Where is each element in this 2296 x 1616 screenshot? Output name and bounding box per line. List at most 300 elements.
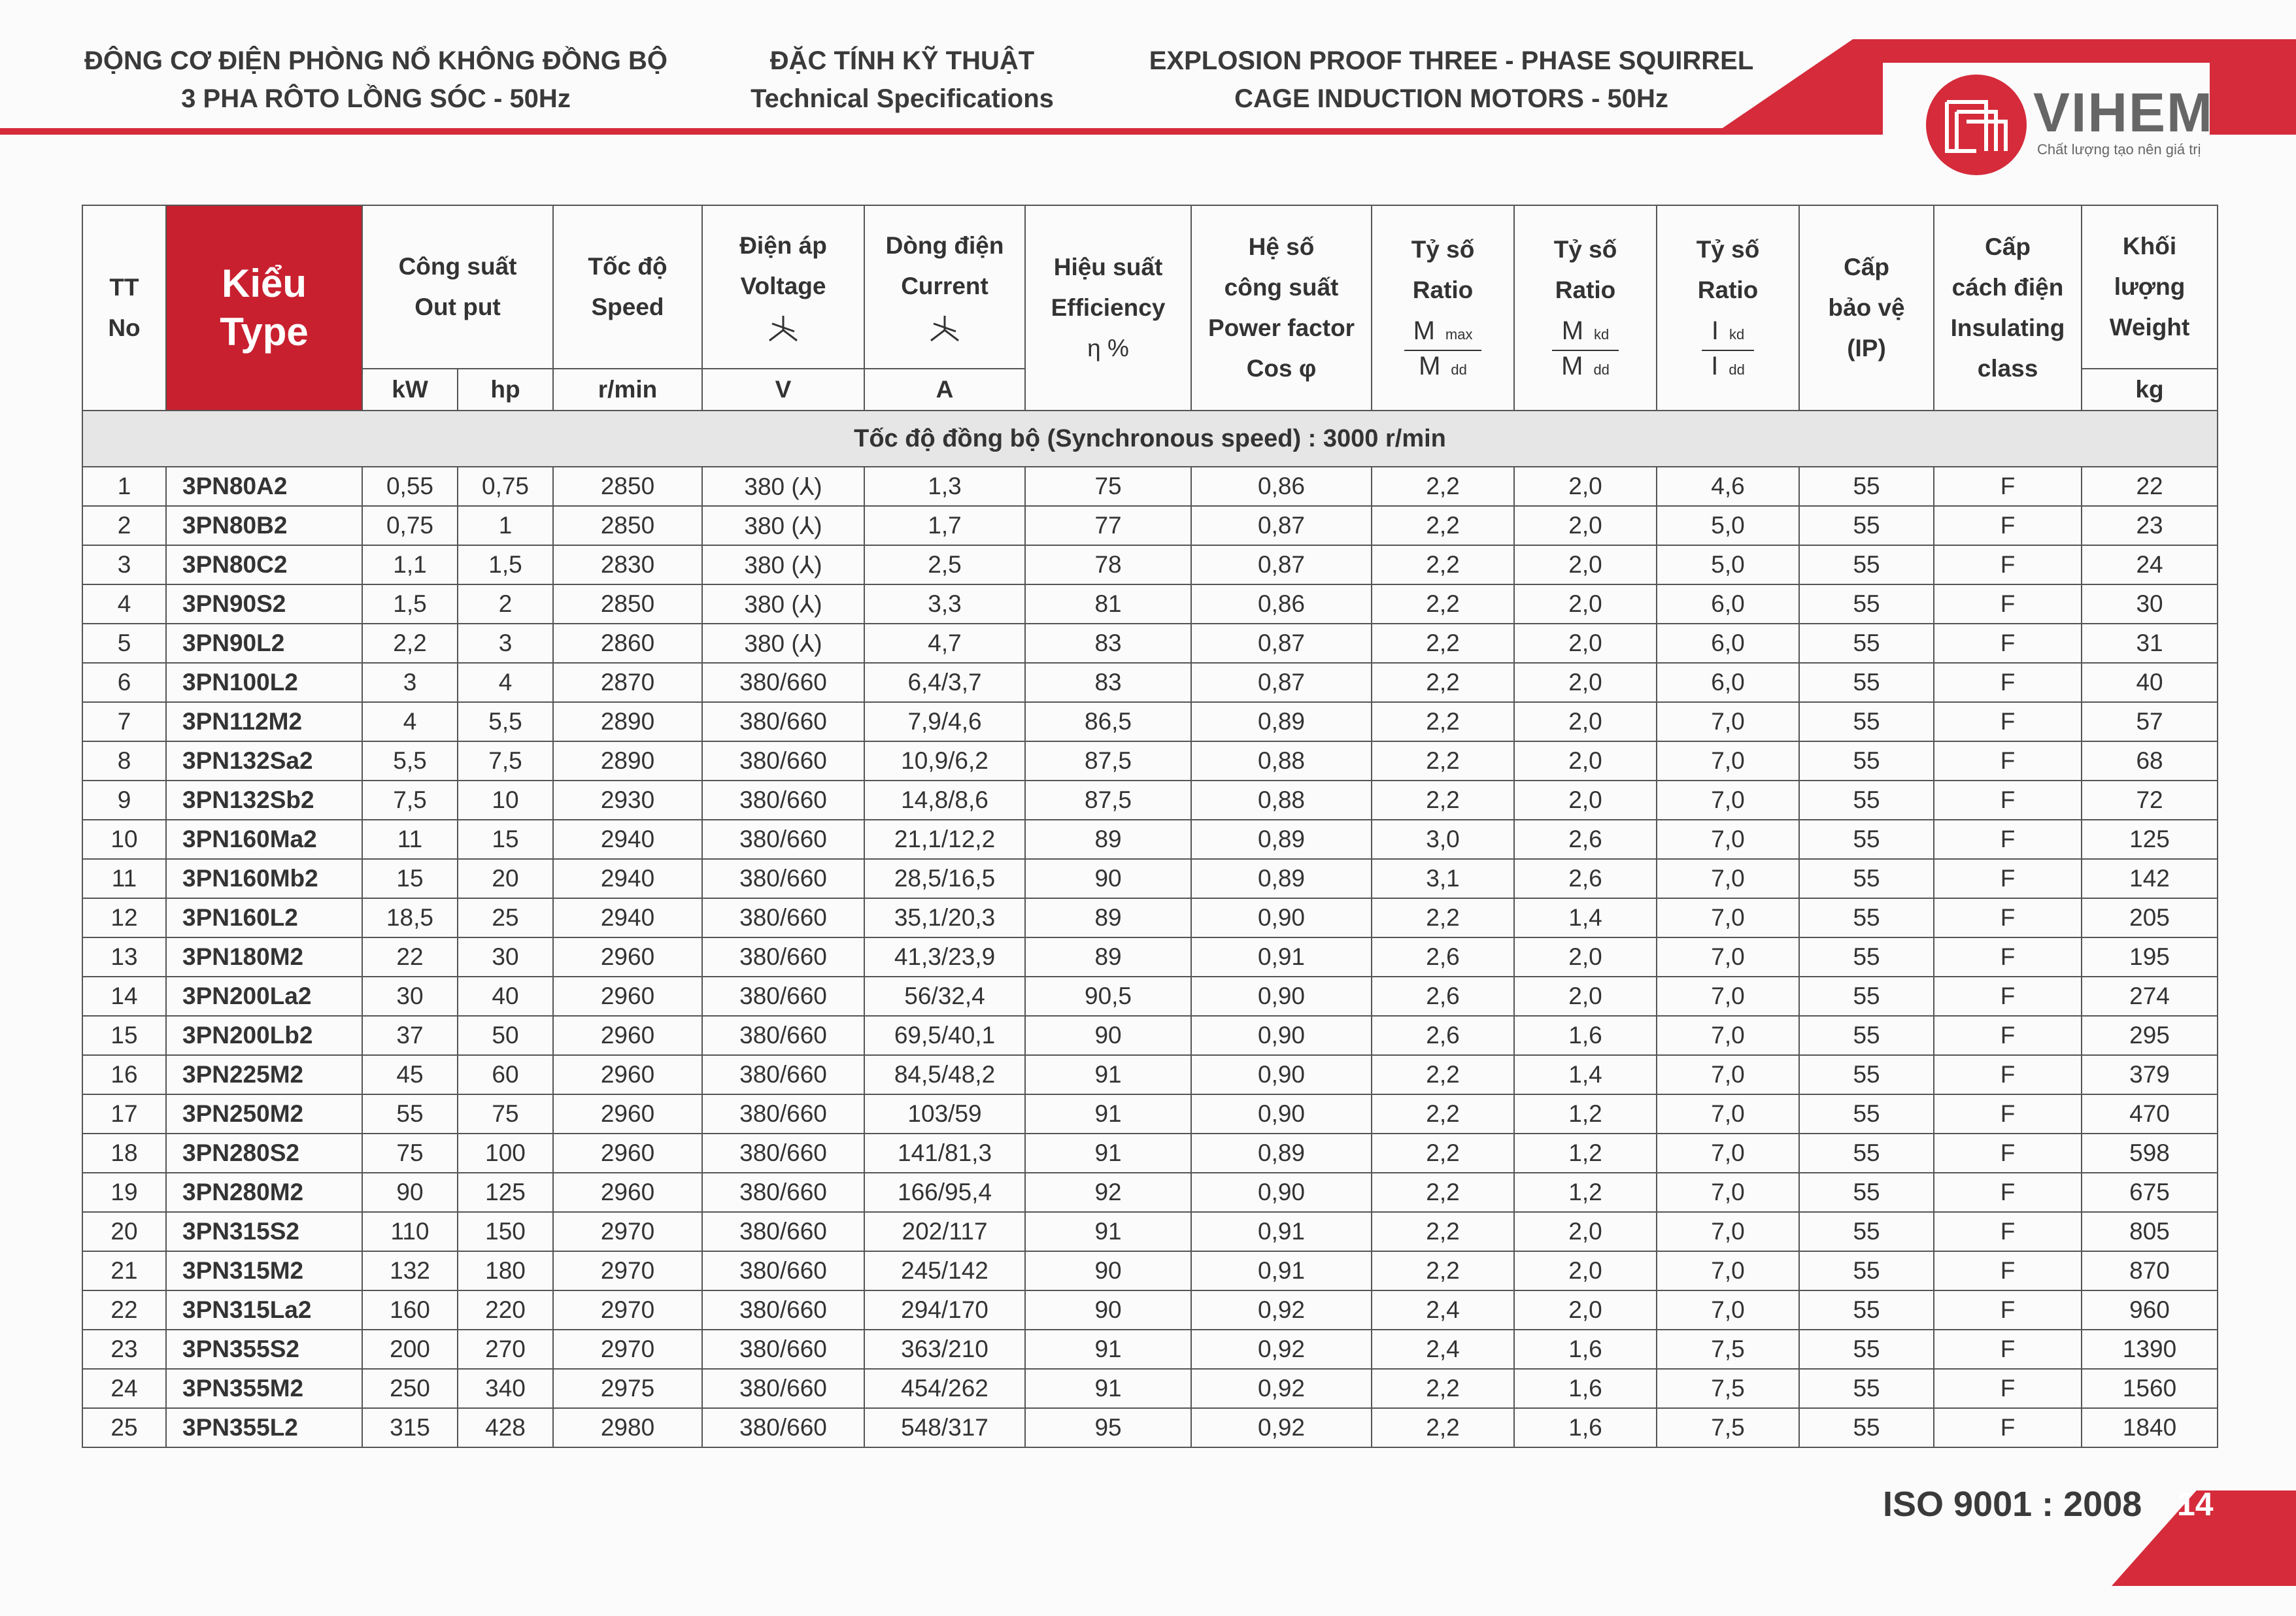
cell-power-factor: 0,87 [1191,663,1372,702]
cell-ip: 55 [1799,1016,1934,1055]
header-title-vietnamese [59,42,693,118]
cell-hp: 25 [458,898,553,937]
cell-hp: 20 [458,859,553,898]
cell-type: 3PN355S2 [166,1330,362,1369]
cell-ratio-mmax: 2,2 [1372,1173,1514,1212]
cell-ratio-ikd: 6,0 [1657,624,1799,663]
header-title-en-line2: CAGE INDUCTION MOTORS - 50Hz [1234,84,1668,113]
col-ins-l1: Cấp [1985,233,2031,260]
cell-ratio-mmax: 2,2 [1372,1134,1514,1173]
cell-insulation: F [1934,820,2082,859]
cell-ratio-mkd: 2,0 [1514,545,1657,584]
cell-efficiency: 92 [1025,1173,1191,1212]
cell-ip: 55 [1799,859,1934,898]
cell-speed: 2860 [553,624,702,663]
cell-no: 16 [82,1055,166,1094]
cell-ip: 55 [1799,1369,1934,1408]
cell-voltage: 380 (⅄) [702,506,864,545]
col-ip-l1: Cấp [1844,254,1889,280]
cell-no: 18 [82,1134,166,1173]
cell-current: 454/262 [864,1369,1025,1408]
cell-ratio-mmax: 3,0 [1372,820,1514,859]
cell-voltage: 380/660 [702,1408,864,1447]
cell-speed: 2970 [553,1212,702,1251]
cell-power-factor: 0,88 [1191,781,1372,820]
cell-no: 19 [82,1173,166,1212]
cell-insulation: F [1934,977,2082,1016]
cell-weight: 470 [2082,1094,2218,1134]
cell-ratio-mkd: 1,4 [1514,898,1657,937]
unit-kw: kW [362,369,458,411]
cell-ratio-ikd: 7,0 [1657,702,1799,741]
cell-no: 25 [82,1408,166,1447]
cell-ip: 55 [1799,937,1934,977]
cell-insulation: F [1934,898,2082,937]
cell-speed: 2960 [553,1173,702,1212]
cell-type: 3PN315M2 [166,1251,362,1290]
cell-type: 3PN112M2 [166,702,362,741]
cell-ratio-ikd: 7,0 [1657,1094,1799,1134]
cell-current: 14,8/8,6 [864,781,1025,820]
cell-efficiency: 91 [1025,1330,1191,1369]
col-speed-header [553,205,702,369]
cell-ip: 55 [1799,1212,1934,1251]
cell-current: 1,7 [864,506,1025,545]
cell-efficiency: 89 [1025,937,1191,977]
cell-insulation: F [1934,1094,2082,1134]
cell-ratio-mkd: 1,6 [1514,1016,1657,1055]
cell-voltage: 380/660 [702,820,864,859]
table-row [82,1134,2218,1173]
cell-insulation: F [1934,781,2082,820]
cell-ratio-mkd: 1,2 [1514,1094,1657,1134]
cell-ratio-mmax: 2,2 [1372,1408,1514,1447]
cell-power-factor: 0,92 [1191,1408,1372,1447]
cell-hp: 50 [458,1016,553,1055]
cell-hp: 180 [458,1251,553,1290]
cell-ip: 55 [1799,781,1934,820]
cell-ratio-ikd: 7,0 [1657,898,1799,937]
cell-ip: 55 [1799,545,1934,584]
cell-efficiency: 91 [1025,1094,1191,1134]
col-ratio-mmax-header [1372,205,1514,411]
cell-kw: 5,5 [362,741,458,781]
cell-no: 12 [82,898,166,937]
cell-efficiency: 90 [1025,1251,1191,1290]
cell-ratio-mmax: 2,6 [1372,977,1514,1016]
table-row [82,624,2218,663]
cell-weight: 195 [2082,937,2218,977]
spec-table [82,205,2218,1448]
cell-weight: 379 [2082,1055,2218,1094]
col-efficiency-header [1025,205,1191,411]
col-weight-header [2082,205,2218,369]
cell-efficiency: 86,5 [1025,702,1191,741]
cell-ratio-mmax: 2,2 [1372,1212,1514,1251]
cell-hp: 75 [458,1094,553,1134]
cell-no: 1 [82,467,166,506]
header-spec-vn: ĐẶC TÍNH KỸ THUẬT [769,46,1035,75]
cell-type: 3PN80C2 [166,545,362,584]
cell-power-factor: 0,91 [1191,937,1372,977]
cell-voltage: 380/660 [702,1173,864,1212]
col-pf-l1: Hệ số [1248,233,1315,260]
col-pf-l2: công suất [1224,274,1339,301]
cell-kw: 200 [362,1330,458,1369]
cell-ip: 55 [1799,820,1934,859]
cell-ratio-mkd: 2,0 [1514,977,1657,1016]
cell-ratio-mmax: 2,4 [1372,1330,1514,1369]
cell-speed: 2960 [553,1094,702,1134]
header-title-vn-line1: ĐỘNG CƠ ĐIỆN PHÒNG NỔ KHÔNG ĐỒNG BỘ [84,46,667,75]
cell-kw: 2,2 [362,624,458,663]
cell-weight: 675 [2082,1173,2218,1212]
col-ratio-en: Ratio [1412,276,1474,303]
cell-speed: 2930 [553,781,702,820]
cell-voltage: 380/660 [702,1016,864,1055]
cell-weight: 1390 [2082,1330,2218,1369]
cell-insulation: F [1934,1251,2082,1290]
cell-no: 5 [82,624,166,663]
cell-type: 3PN200Lb2 [166,1016,362,1055]
table-row [82,898,2218,937]
cell-ip: 55 [1799,1330,1934,1369]
col-ratio-en: Ratio [1555,276,1616,303]
cell-speed: 2975 [553,1369,702,1408]
cell-efficiency: 91 [1025,1212,1191,1251]
header-red-line [0,128,1804,135]
cell-current: 56/32,4 [864,977,1025,1016]
col-type-vn: Kiểu [221,261,307,305]
cell-current: 2,5 [864,545,1025,584]
cell-current: 28,5/16,5 [864,859,1025,898]
cell-kw: 7,5 [362,781,458,820]
cell-current: 1,3 [864,467,1025,506]
table-row [82,1251,2218,1290]
cell-current: 245/142 [864,1251,1025,1290]
cell-power-factor: 0,90 [1191,977,1372,1016]
cell-efficiency: 77 [1025,506,1191,545]
cell-no: 21 [82,1251,166,1290]
cell-voltage: 380/660 [702,977,864,1016]
cell-insulation: F [1934,1369,2082,1408]
cell-ratio-mmax: 2,2 [1372,506,1514,545]
cell-type: 3PN160L2 [166,898,362,937]
cell-power-factor: 0,89 [1191,1134,1372,1173]
cell-insulation: F [1934,1173,2082,1212]
cell-ratio-mmax: 2,2 [1372,1369,1514,1408]
cell-insulation: F [1934,663,2082,702]
cell-insulation: F [1934,1408,2082,1447]
table-row [82,467,2218,506]
table-row [82,1055,2218,1094]
cell-kw: 15 [362,859,458,898]
cell-insulation: F [1934,702,2082,741]
cell-current: 35,1/20,3 [864,898,1025,937]
cell-no: 15 [82,1016,166,1055]
cell-voltage: 380/660 [702,1094,864,1134]
table-row [82,545,2218,584]
cell-kw: 160 [362,1290,458,1330]
ratio-mkd-fraction: $\frac{\text{M kd}}{\text{M dd}}$ [1552,316,1619,385]
cell-hp: 30 [458,937,553,977]
cell-type: 3PN160Ma2 [166,820,362,859]
cell-efficiency: 91 [1025,1369,1191,1408]
cell-ratio-mmax: 2,2 [1372,781,1514,820]
cell-current: 548/317 [864,1408,1025,1447]
cell-ratio-ikd: 4,6 [1657,467,1799,506]
cell-ratio-mkd: 1,6 [1514,1408,1657,1447]
table-row [82,1212,2218,1251]
cell-ip: 55 [1799,702,1934,741]
cell-ratio-mmax: 3,1 [1372,859,1514,898]
cell-current: 363/210 [864,1330,1025,1369]
cell-ratio-mkd: 2,0 [1514,702,1657,741]
cell-insulation: F [1934,1016,2082,1055]
cell-ip: 55 [1799,898,1934,937]
cell-ratio-ikd: 7,0 [1657,1134,1799,1173]
cell-type: 3PN180M2 [166,937,362,977]
col-current-vn: Dòng điện [885,232,1004,259]
cell-no: 22 [82,1290,166,1330]
cell-current: 202/117 [864,1212,1025,1251]
cell-ratio-mmax: 2,2 [1372,1055,1514,1094]
cell-ratio-ikd: 5,0 [1657,545,1799,584]
cell-hp: 60 [458,1055,553,1094]
cell-no: 11 [82,859,166,898]
cell-voltage: 380/660 [702,1369,864,1408]
cell-insulation: F [1934,624,2082,663]
cell-voltage: 380/660 [702,663,864,702]
col-voltage-en: Voltage [740,273,826,299]
cell-ip: 55 [1799,1173,1934,1212]
cell-current: 141/81,3 [864,1134,1025,1173]
cell-ratio-mmax: 2,2 [1372,1251,1514,1290]
cell-hp: 2 [458,584,553,624]
cell-voltage: 380/660 [702,1134,864,1173]
col-voltage-vn: Điện áp [739,232,827,259]
col-pf-l4: Cos φ [1246,355,1317,382]
cell-speed: 2850 [553,506,702,545]
cell-speed: 2940 [553,859,702,898]
cell-current: 69,5/40,1 [864,1016,1025,1055]
cell-ratio-ikd: 7,0 [1657,937,1799,977]
cell-weight: 31 [2082,624,2218,663]
cell-hp: 0,75 [458,467,553,506]
cell-speed: 2960 [553,937,702,977]
cell-insulation: F [1934,859,2082,898]
ratio-ikd-fraction: $\frac{\text{I kd}}{\text{I dd}}$ [1702,316,1754,385]
cell-ratio-ikd: 7,0 [1657,977,1799,1016]
cell-kw: 37 [362,1016,458,1055]
cell-type: 3PN355L2 [166,1408,362,1447]
cell-current: 41,3/23,9 [864,937,1025,977]
star-connection-icon [922,309,968,348]
cell-hp: 10 [458,781,553,820]
col-speed-en: Speed [591,294,664,320]
cell-weight: 30 [2082,584,2218,624]
cell-current: 10,9/6,2 [864,741,1025,781]
unit-speed: r/min [553,369,702,411]
cell-no: 13 [82,937,166,977]
cell-efficiency: 83 [1025,663,1191,702]
cell-ratio-ikd: 7,0 [1657,1055,1799,1094]
cell-ip: 55 [1799,506,1934,545]
table-row [82,977,2218,1016]
cell-kw: 0,75 [362,506,458,545]
cell-hp: 125 [458,1173,553,1212]
cell-type: 3PN90S2 [166,584,362,624]
cell-ratio-mmax: 2,2 [1372,467,1514,506]
cell-efficiency: 87,5 [1025,741,1191,781]
cell-insulation: F [1934,467,2082,506]
cell-type: 3PN355M2 [166,1369,362,1408]
cell-ratio-mkd: 1,2 [1514,1134,1657,1173]
header-spec-title [719,42,1085,118]
col-eff-en: Efficiency [1051,294,1166,321]
cell-efficiency: 87,5 [1025,781,1191,820]
cell-power-factor: 0,87 [1191,545,1372,584]
col-ip-header [1799,205,1934,411]
col-no-header [82,205,166,411]
cell-efficiency: 75 [1025,467,1191,506]
cell-speed: 2960 [553,1134,702,1173]
cell-voltage: 380 (⅄) [702,467,864,506]
cell-ratio-ikd: 7,0 [1657,859,1799,898]
cell-ratio-mkd: 2,0 [1514,624,1657,663]
cell-weight: 870 [2082,1251,2218,1290]
cell-no: 24 [82,1369,166,1408]
cell-insulation: F [1934,1134,2082,1173]
cell-hp: 150 [458,1212,553,1251]
cell-speed: 2980 [553,1408,702,1447]
cell-insulation: F [1934,1212,2082,1251]
cell-weight: 205 [2082,898,2218,937]
cell-current: 294/170 [864,1290,1025,1330]
cell-ratio-ikd: 5,0 [1657,506,1799,545]
cell-kw: 90 [362,1173,458,1212]
cell-efficiency: 89 [1025,820,1191,859]
cell-ratio-ikd: 7,5 [1657,1408,1799,1447]
cell-ratio-ikd: 7,0 [1657,781,1799,820]
cell-ratio-mmax: 2,6 [1372,1016,1514,1055]
cell-ratio-mkd: 2,0 [1514,1251,1657,1290]
unit-weight: kg [2082,369,2218,411]
cell-speed: 2970 [553,1330,702,1369]
table-row [82,1330,2218,1369]
cell-weight: 295 [2082,1016,2218,1055]
cell-efficiency: 90 [1025,859,1191,898]
cell-hp: 4 [458,663,553,702]
col-ratio-en: Ratio [1697,276,1759,303]
table-row [82,741,2218,781]
cell-power-factor: 0,87 [1191,506,1372,545]
cell-power-factor: 0,90 [1191,1173,1372,1212]
cell-weight: 1840 [2082,1408,2218,1447]
cell-efficiency: 90 [1025,1290,1191,1330]
cell-ratio-mmax: 2,2 [1372,741,1514,781]
cell-power-factor: 0,89 [1191,859,1372,898]
cell-ratio-ikd: 7,0 [1657,1016,1799,1055]
cell-speed: 2970 [553,1251,702,1290]
cell-current: 3,3 [864,584,1025,624]
cell-kw: 22 [362,937,458,977]
col-wt-l2: lượng [2114,273,2186,300]
cell-ratio-mkd: 2,6 [1514,820,1657,859]
cell-kw: 0,55 [362,467,458,506]
cell-ratio-ikd: 7,0 [1657,741,1799,781]
table-row [82,1290,2218,1330]
cell-ip: 55 [1799,584,1934,624]
cell-power-factor: 0,88 [1191,741,1372,781]
col-voltage-header [702,205,864,369]
cell-ip: 55 [1799,1290,1934,1330]
cell-voltage: 380 (⅄) [702,545,864,584]
cell-kw: 110 [362,1212,458,1251]
cell-kw: 315 [362,1408,458,1447]
cell-voltage: 380/660 [702,1055,864,1094]
cell-no: 9 [82,781,166,820]
cell-current: 103/59 [864,1094,1025,1134]
col-ip-l3: (IP) [1847,335,1886,362]
unit-voltage: V [702,369,864,411]
cell-speed: 2970 [553,1290,702,1330]
table-body [82,411,2218,1447]
cell-kw: 45 [362,1055,458,1094]
cell-ip: 55 [1799,1094,1934,1134]
col-wt-l1: Khối [2122,233,2177,260]
cell-no: 17 [82,1094,166,1134]
cell-power-factor: 0,90 [1191,898,1372,937]
cell-weight: 805 [2082,1212,2218,1251]
cell-power-factor: 0,90 [1191,1016,1372,1055]
cell-ip: 55 [1799,1134,1934,1173]
cell-weight: 57 [2082,702,2218,741]
cell-no: 20 [82,1212,166,1251]
cell-type: 3PN315La2 [166,1290,362,1330]
brand-name: VIHEM [2033,82,2214,143]
cell-insulation: F [1934,937,2082,977]
cell-ratio-ikd: 7,5 [1657,1330,1799,1369]
cell-speed: 2940 [553,898,702,937]
col-no-en: No [108,314,141,341]
section-synchronous-speed: Tốc độ đồng bộ (Synchronous speed) : 3000 r/min [82,411,2218,467]
cell-current: 21,1/12,2 [864,820,1025,859]
cell-ip: 55 [1799,467,1934,506]
cell-hp: 340 [458,1369,553,1408]
cell-kw: 250 [362,1369,458,1408]
table-row [82,1408,2218,1447]
cell-insulation: F [1934,584,2082,624]
cell-speed: 2890 [553,741,702,781]
cell-weight: 142 [2082,859,2218,898]
cell-kw: 11 [362,820,458,859]
cell-efficiency: 89 [1025,898,1191,937]
header-spec-en: Technical Specifications [751,84,1054,113]
cell-insulation: F [1934,545,2082,584]
col-ins-l2: cách điện [1951,274,2064,301]
cell-weight: 23 [2082,506,2218,545]
cell-hp: 1,5 [458,545,553,584]
cell-ratio-ikd: 7,0 [1657,820,1799,859]
col-power-header [362,205,553,369]
cell-ip: 55 [1799,1408,1934,1447]
cell-speed: 2830 [553,545,702,584]
cell-no: 2 [82,506,166,545]
cell-hp: 1 [458,506,553,545]
table-row [82,1369,2218,1408]
cell-ratio-mkd: 2,0 [1514,1212,1657,1251]
